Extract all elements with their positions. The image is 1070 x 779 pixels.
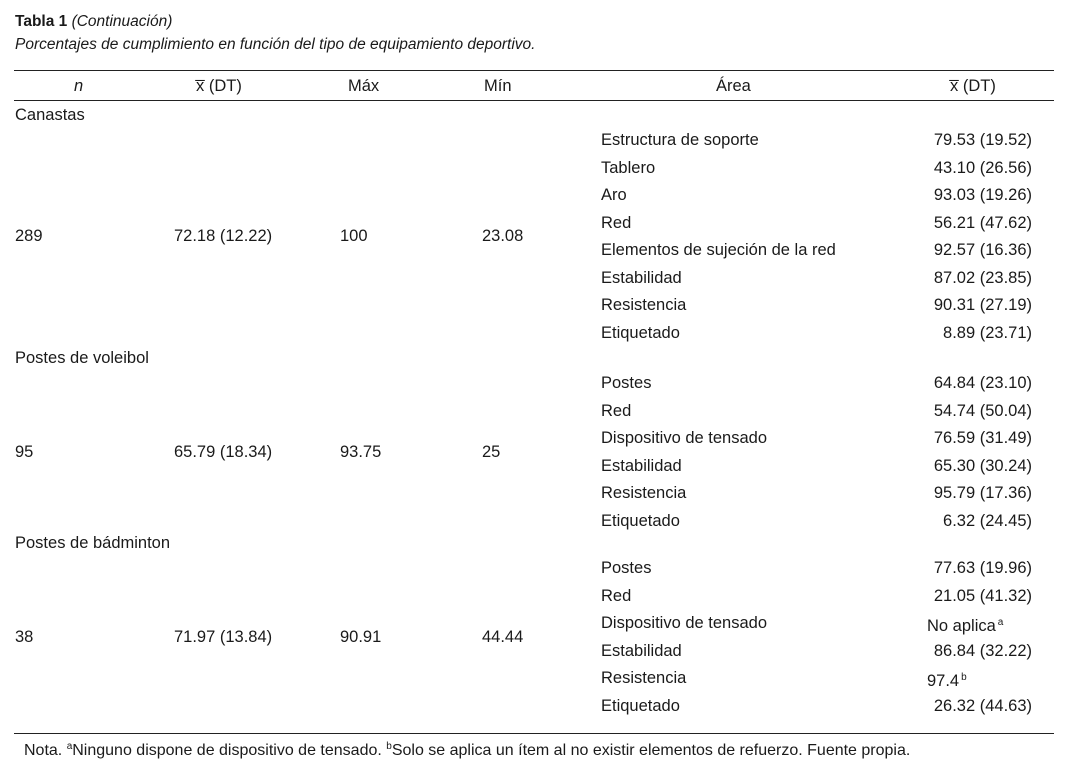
area-value: 56.21 (47.62) [933,213,1032,232]
area-value [927,613,1003,636]
area-name: Red [601,213,632,232]
table-note [24,741,910,760]
area-value-footnote: a [997,617,1004,628]
note-text-b: Solo se aplica un ítem al no existir elementos de refuerzo. Fuente propia. [391,742,911,759]
bottom-rule [14,733,1054,734]
group-mean-sd: 71.97 (13.84) [174,627,273,646]
area-name: Red [601,401,632,420]
group-min: 44.44 [482,627,524,646]
header-n: n [74,77,84,95]
note-sup-b: b [386,741,392,752]
area-value: 92.57 (16.36) [933,241,1032,259]
group-mean-sd: 72.18 (12.22) [174,227,273,246]
note-text-a: Ninguno dispone de dispositivo de tensado. [72,742,387,759]
area-name: Aro [601,186,627,204]
group-n: 289 [15,227,43,246]
top-rule [14,70,1054,71]
area-value-footnote: b [961,672,967,683]
area-name: Estabilidad [601,641,682,660]
area-name: Estabilidad [601,456,682,475]
area-name: Elementos de sujeción de la red [601,241,836,259]
table-title [15,13,172,31]
area-value: 95.79 (17.36) [933,484,1032,502]
area-name: Postes [601,559,652,577]
note-prefix: Nota. [24,742,67,759]
group-min: 25 [482,442,501,461]
group-min: 23.08 [482,227,524,246]
area-value: 65.30 (30.24) [933,456,1032,475]
area-value: 76.59 (31.49) [933,429,1032,447]
area-value: 8.89 (23.71) [943,323,1032,342]
group-name: Postes de voleibol [15,349,149,367]
area-value-text: No aplica [927,617,996,635]
header-rule [14,100,1054,101]
area-name: Etiquetado [601,696,680,715]
area-value: 77.63 (19.96) [933,559,1032,577]
area-name: Resistencia [601,669,687,687]
area-name: Etiquetado [601,323,680,342]
area-name: Tablero [601,158,656,177]
area-value: 21.05 (41.32) [933,586,1032,605]
header-area-mean-sd: x̅ (DT) [950,77,996,95]
area-value: 43.10 (26.56) [933,158,1032,177]
group-max: 90.91 [340,627,382,646]
area-value: 6.32 (24.45) [943,511,1032,530]
area-value: 90.31 (27.19) [933,296,1032,314]
area-value: 79.53 (19.52) [933,131,1032,149]
area-name: Estabilidad [601,268,682,287]
header-mean-sd: x̅ (DT) [196,77,242,95]
area-value: 87.02 (23.85) [933,268,1032,287]
group-name: Postes de bádminton [15,534,171,552]
area-value: 64.84 (23.10) [933,374,1032,392]
area-name: Estructura de soporte [601,131,759,149]
area-value [927,668,967,691]
group-mean-sd: 65.79 (18.34) [174,442,273,461]
area-name: Dispositivo de tensado [601,614,768,632]
area-name: Postes [601,374,652,392]
header-min: Mín [484,77,512,95]
area-name: Resistencia [601,296,687,314]
table-subtitle: Porcentajes de cumplimiento en función del tipo de equipamiento deportivo. [15,36,536,53]
area-value: 26.32 (44.63) [933,696,1032,715]
header-max: Máx [348,77,380,95]
group-n: 38 [15,627,34,646]
area-name: Resistencia [601,484,687,502]
table-continuation: (Continuación) [71,13,173,30]
area-value-text: 97.4 [927,672,960,690]
area-name: Dispositivo de tensado [601,429,768,447]
area-name: Etiquetado [601,511,680,530]
area-value: 54.74 (50.04) [933,401,1032,420]
area-value: 93.03 (19.26) [933,186,1032,204]
header-area: Área [716,77,751,95]
group-n: 95 [15,442,34,461]
group-max: 100 [340,227,368,246]
area-value: 86.84 (32.22) [933,641,1032,660]
group-name: Canastas [15,106,85,124]
area-name: Red [601,586,632,605]
table-label: Tabla 1 [15,13,68,30]
group-max: 93.75 [340,442,382,461]
note-sup-a: a [66,741,73,752]
